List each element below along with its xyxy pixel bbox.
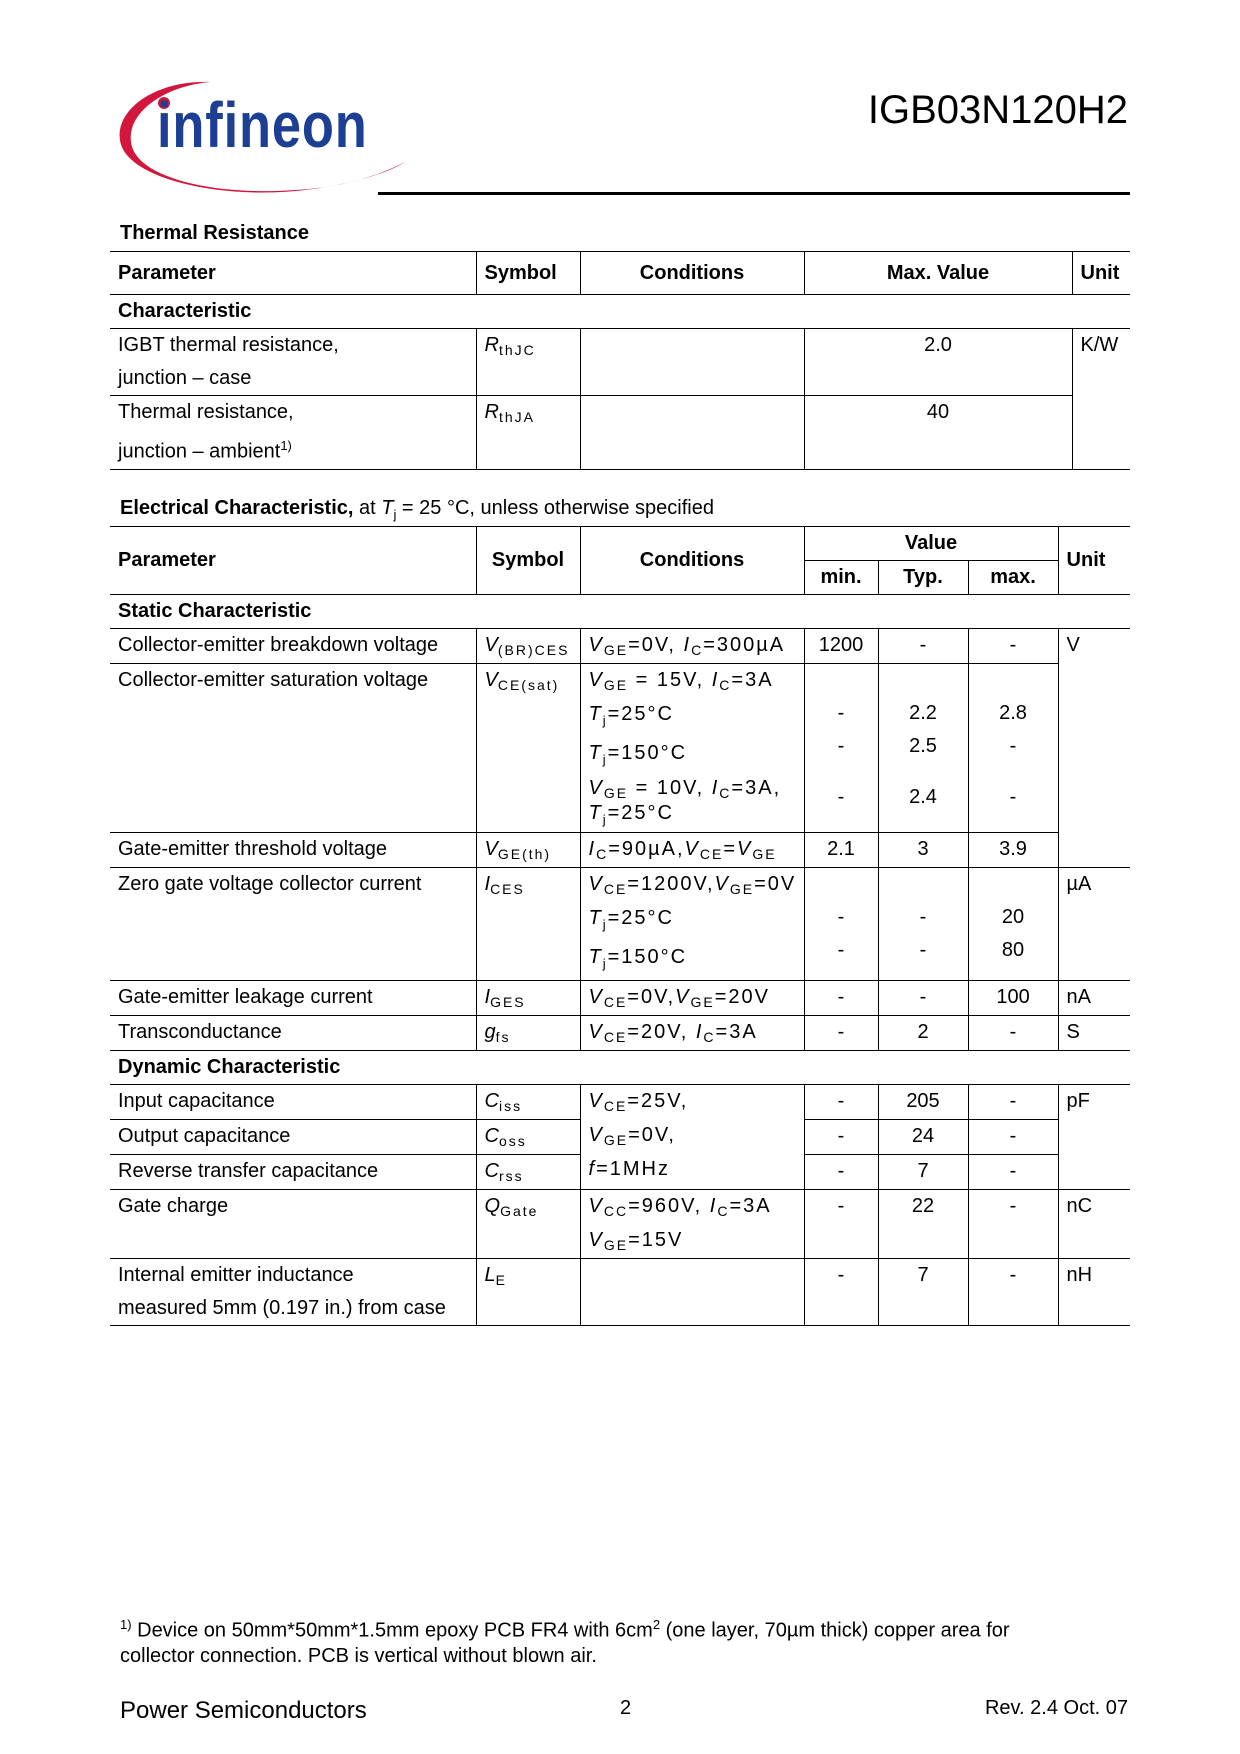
conditions-cell: $V_{GE}=0V$, $I_C=300\mu A$ [580, 629, 804, 664]
param-cell: Transconductance [118, 1021, 282, 1043]
symbol-cell: $L_E$ [476, 1259, 580, 1326]
typ-cell: 7 [878, 1155, 968, 1190]
infineon-logo [115, 70, 415, 210]
conditions-cell: $V_{CE}=20V$, $I_C=3A$ [580, 1016, 804, 1051]
unit-cell: nA [1058, 981, 1130, 1016]
max-cell: 40 [804, 396, 1072, 470]
table-row [110, 1085, 1130, 1120]
table-row [110, 1259, 1130, 1326]
symbol-cell: $R_{thJA}$ [476, 396, 580, 470]
conditions-cell: $V_{CE}=1200V,V_{GE}=0V$ $T_j=25^\circ C$ $T_j=150^\circ C$ [580, 868, 804, 981]
typ-cell: 7 [878, 1259, 968, 1326]
header-parameter: Parameter [118, 261, 216, 284]
param-cell: Gate-emitter threshold voltage [118, 838, 388, 860]
table-row [110, 396, 1130, 470]
max-cell: - [968, 1190, 1058, 1259]
logo-wordmark: infineon [157, 89, 368, 161]
header-max-value: Max. Value [804, 252, 1072, 295]
conditions-cell [580, 1259, 804, 1326]
table-row [110, 1016, 1130, 1051]
table-row [110, 629, 1130, 664]
thermal-table [110, 251, 1130, 470]
param-cell: Output capacitance [118, 1125, 291, 1147]
thermal-section-title: Thermal Resistance [120, 222, 309, 244]
thermal-header-row [110, 252, 1130, 295]
symbol-cell: $V_{GE(th)}$ [476, 833, 580, 868]
table-row [110, 329, 1130, 396]
electrical-section-title: Electrical Characteristic, at $T_j = 25$ °C, unless otherwise specified [120, 497, 714, 522]
unit-cell: S [1058, 1016, 1130, 1051]
page-number: 2 [620, 1697, 632, 1719]
max-cell: 3.9 [968, 833, 1058, 868]
symbol-cell: $V_{CE(sat)}$ [476, 664, 580, 833]
table-row [110, 664, 1130, 833]
symbol-cell: $C_{iss}$ [476, 1085, 580, 1120]
symbol-cell: $I_{GES}$ [476, 981, 580, 1016]
min-cell: - [804, 1155, 878, 1190]
min-cell: 2.1 [804, 833, 878, 868]
unit-cell: V [1058, 629, 1130, 868]
min-cell: - - - [804, 664, 878, 833]
typ-cell: 22 [878, 1190, 968, 1259]
symbol-cell: $Q_{Gate}$ [476, 1190, 580, 1259]
conditions-cell: $V_{CE}=25V$, $V_{GE}=0V$, f=1MHz [580, 1085, 804, 1190]
param-cell: Collector-emitter breakdown voltage [118, 634, 439, 656]
min-cell: - [804, 981, 878, 1016]
group-label: Dynamic Characteristic [118, 1056, 341, 1078]
typ-cell: 2 [878, 1016, 968, 1051]
min-cell: - [804, 1016, 878, 1051]
header-conditions: Conditions [580, 527, 804, 595]
param-cell: Gate charge [118, 1195, 229, 1217]
typ-cell: - [878, 981, 968, 1016]
max-cell: - [968, 1016, 1058, 1051]
table-row [110, 868, 1130, 981]
typ-cell: - [878, 629, 968, 664]
revision-date: Rev. 2.4 Oct. 07 [984, 1697, 1128, 1719]
footer-left: Power Semiconductors [120, 1697, 367, 1724]
symbol-cell: $g_{fs}$ [476, 1016, 580, 1051]
unit-cell: nH [1058, 1259, 1130, 1326]
table-row [110, 981, 1130, 1016]
max-cell: - [968, 1085, 1058, 1120]
footnote: $^{1)}$ Device on 50mm*50mm*1.5mm epoxy PCB FR4 with $6cm^2$ (one layer, 70µm thick) copper area for collector connection. PCB is vertical without blown air. [120, 1617, 1010, 1667]
unit-cell: nC [1058, 1190, 1130, 1259]
max-cell: 2.8 - - [968, 664, 1058, 833]
part-number-title: IGB03N120H2 [867, 88, 1128, 132]
param-cell: Input capacitance [118, 1090, 275, 1112]
symbol-cell: $C_{oss}$ [476, 1120, 580, 1155]
header-conditions: Conditions [580, 252, 804, 295]
param-cell: IGBT thermal resistance, junction – case [118, 334, 339, 389]
typ-cell: 24 [878, 1120, 968, 1155]
param-cell: Collector-emitter saturation voltage [118, 669, 429, 691]
typ-cell: - - [878, 868, 968, 981]
header-symbol: Symbol [476, 252, 580, 295]
conditions-cell: $V_{CC}=960V$, $I_C=3A$ $V_{GE}=15V$ [580, 1190, 804, 1259]
header-unit: Unit [1072, 252, 1130, 295]
min-cell: - - [804, 868, 878, 981]
header-parameter: Parameter [110, 527, 476, 595]
param-cell: Zero gate voltage collector current [118, 873, 422, 895]
table-row [110, 1190, 1130, 1259]
symbol-cell: $I_{CES}$ [476, 868, 580, 981]
conditions-cell [580, 396, 804, 470]
typ-cell: 3 [878, 833, 968, 868]
header-typ: Typ. [878, 561, 968, 595]
symbol-cell: $V_{(BR)CES}$ [476, 629, 580, 664]
param-cell: Internal emitter inductance measured 5mm (0.197 in.) from case [118, 1264, 446, 1319]
typ-cell: 205 [878, 1085, 968, 1120]
header-unit: Unit [1058, 527, 1130, 595]
symbol-cell: $R_{thJC}$ [476, 329, 580, 396]
electrical-table [110, 526, 1130, 1326]
min-cell: 1200 [804, 629, 878, 664]
max-cell: - [968, 629, 1058, 664]
table-row [110, 833, 1130, 868]
conditions-cell: $V_{CE}=0V,V_{GE}=20V$ [580, 981, 804, 1016]
param-cell: Reverse transfer capacitance [118, 1160, 379, 1182]
thermal-group-row [110, 295, 1130, 329]
max-cell: - [968, 1120, 1058, 1155]
typ-cell: 2.2 2.5 2.4 [878, 664, 968, 833]
min-cell: - [804, 1085, 878, 1120]
min-cell: - [804, 1120, 878, 1155]
header-min: min. [804, 561, 878, 595]
symbol-cell: $C_{rss}$ [476, 1155, 580, 1190]
min-cell: - [804, 1190, 878, 1259]
dynamic-group-row [110, 1051, 1130, 1085]
electrical-header-row [110, 527, 1130, 561]
max-cell: - [968, 1259, 1058, 1326]
group-label: Static Characteristic [118, 600, 312, 622]
param-cell: Gate-emitter leakage current [118, 986, 373, 1008]
max-cell: 20 80 [968, 868, 1058, 981]
param-cell: Thermal resistance, junction – ambient$^{1)}$ [118, 401, 294, 463]
conditions-cell [580, 329, 804, 396]
conditions-cell: $V_{GE} = 15V$, $I_C=3A$ $T_j=25^\circ C$ $T_j=150^\circ C$ $V_{GE} = 10V$, $I_C=3A$, $T_j=25^\circ C$ [580, 664, 804, 833]
conditions-cell: $I_C=90\mu A,V_{CE}=V_{GE}$ [580, 833, 804, 868]
header-max: max. [968, 561, 1058, 595]
header-value: Value [804, 527, 1058, 561]
max-cell: 2.0 [804, 329, 1072, 396]
max-cell: 100 [968, 981, 1058, 1016]
unit-cell: K/W [1072, 329, 1130, 470]
header-rule [378, 192, 1130, 195]
min-cell: - [804, 1259, 878, 1326]
unit-cell: µA [1058, 868, 1130, 981]
header-symbol: Symbol [476, 527, 580, 595]
static-group-row [110, 595, 1130, 629]
max-cell: - [968, 1155, 1058, 1190]
unit-cell: pF [1058, 1085, 1130, 1190]
group-label: Characteristic [118, 300, 252, 322]
